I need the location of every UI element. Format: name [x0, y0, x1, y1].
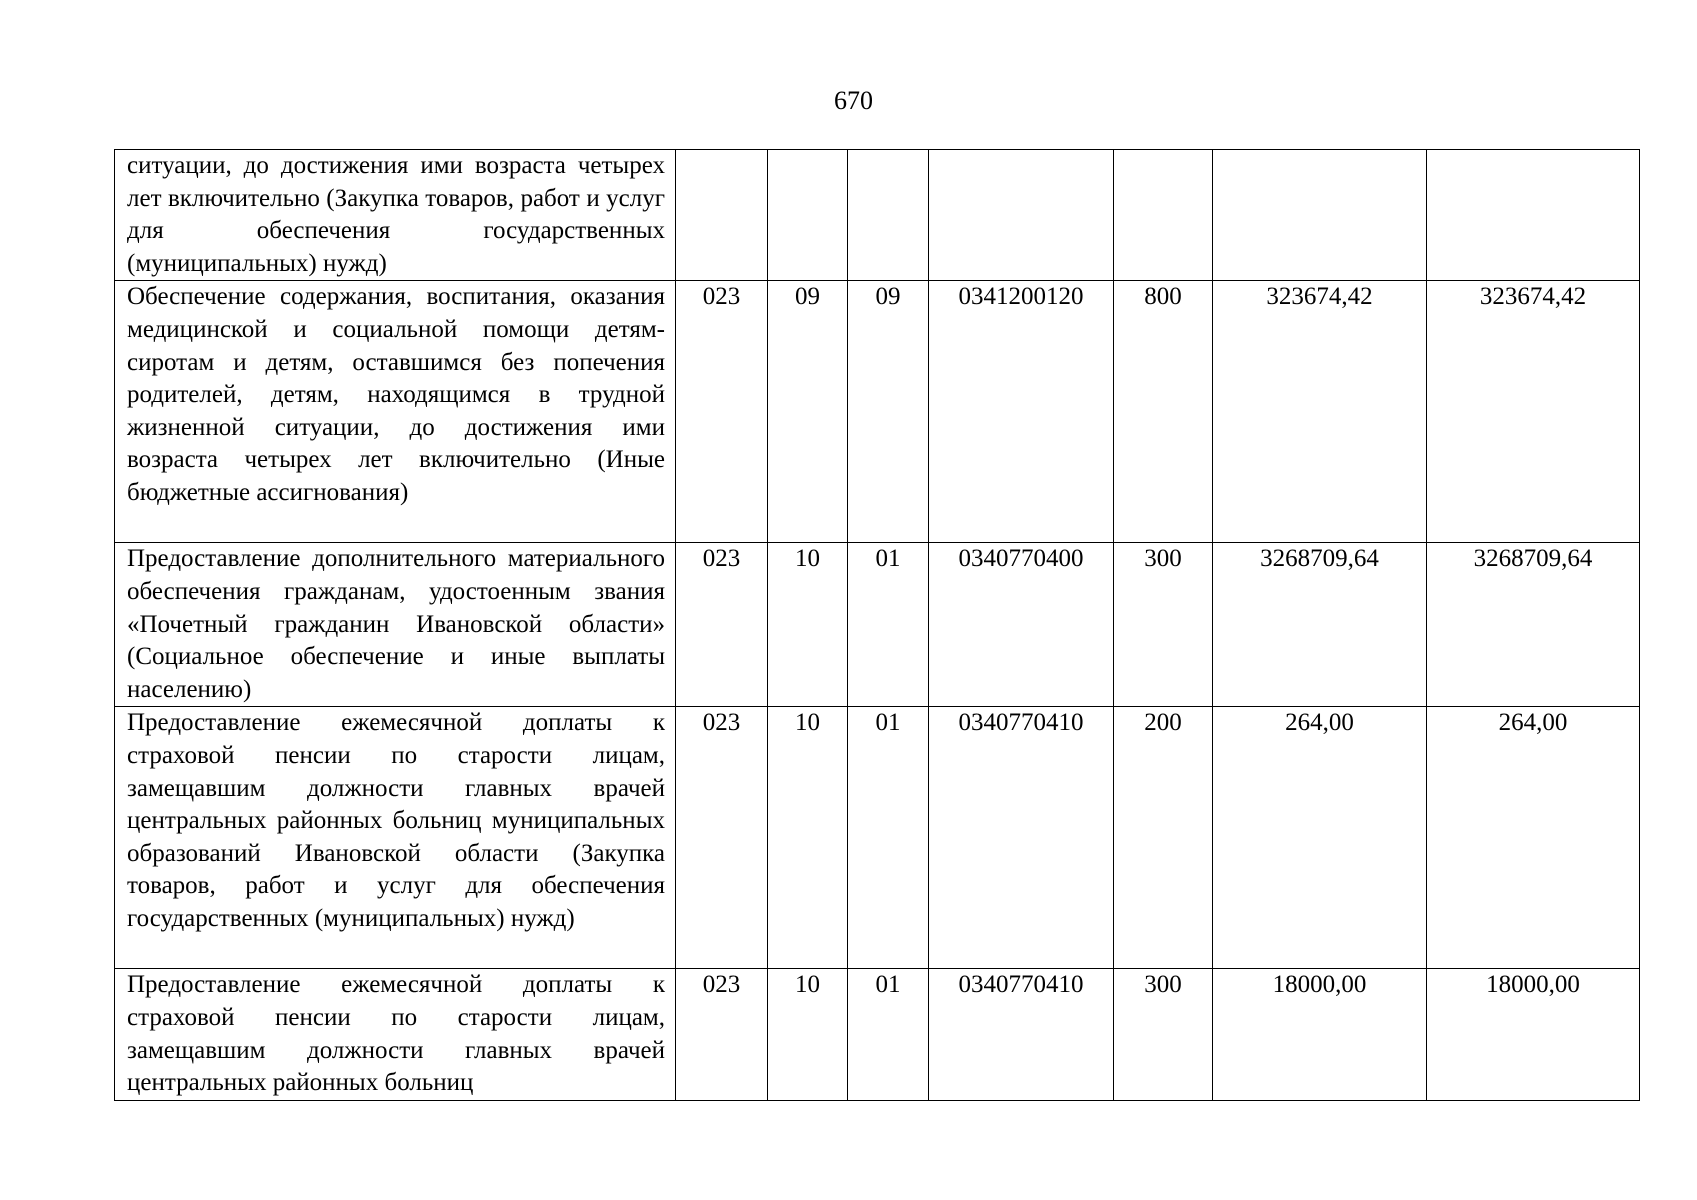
- row-amount-2: 264,00: [1427, 707, 1640, 969]
- row-amount-1: [1213, 150, 1427, 281]
- row-expense-type: [1114, 150, 1213, 281]
- table-row: [115, 281, 1640, 543]
- table-row: [115, 969, 1640, 1100]
- table-row: [115, 543, 1640, 707]
- row-amount-2: [1427, 150, 1640, 281]
- row-target-code: 0341200120: [929, 281, 1114, 543]
- row-description: Предоставление дополнительного материального обеспечения гражданам, удостоенным звания «Почетный гражданин Ивановской области» (Социальное обеспечение и иные выплаты населению): [115, 543, 676, 707]
- row-subsection-code: 01: [848, 969, 929, 1100]
- row-amount-1: 323674,42: [1213, 281, 1427, 543]
- row-amount-1: 264,00: [1213, 707, 1427, 969]
- row-admin-code: 023: [676, 543, 768, 707]
- row-target-code: 0340770410: [929, 707, 1114, 969]
- row-description: Предоставление ежемесячной доплаты к страховой пенсии по старости лицам, замещавшим должности главных врачей центральных районных больниц муниципальных образований Ивановской области (Закупка товаров, работ и услуг для обеспечения государственных (муниципальных) нужд): [115, 707, 676, 969]
- row-admin-code: 023: [676, 969, 768, 1100]
- row-section-code: 10: [768, 707, 848, 969]
- row-subsection-code: 01: [848, 543, 929, 707]
- row-subsection-code: 09: [848, 281, 929, 543]
- row-subsection-code: 01: [848, 707, 929, 969]
- row-section-code: 10: [768, 543, 848, 707]
- row-amount-2: 18000,00: [1427, 969, 1640, 1100]
- row-admin-code: [676, 150, 768, 281]
- row-description: Обеспечение содержания, воспитания, оказания медицинской и социальной помощи детям-сиротам и детям, оставшимся без попечения родителей, детям, находящимся в трудной жизненной ситуации, до достижения ими возраста четырех лет включительно (Иные бюджетные ассигнования): [115, 281, 676, 543]
- row-subsection-code: [848, 150, 929, 281]
- row-expense-type: 200: [1114, 707, 1213, 969]
- row-amount-1: 3268709,64: [1213, 543, 1427, 707]
- row-amount-1: 18000,00: [1213, 969, 1427, 1100]
- row-section-code: [768, 150, 848, 281]
- row-admin-code: 023: [676, 281, 768, 543]
- row-target-code: 0340770400: [929, 543, 1114, 707]
- row-section-code: 09: [768, 281, 848, 543]
- row-description: Предоставление ежемесячной доплаты к страховой пенсии по старости лицам, замещавшим должности главных врачей центральных районных больниц: [115, 969, 676, 1100]
- row-description: ситуации, до достижения ими возраста четырех лет включительно (Закупка товаров, работ и услуг для обеспечения государственных (муниципальных) нужд): [115, 150, 676, 281]
- row-expense-type: 800: [1114, 281, 1213, 543]
- row-expense-type: 300: [1114, 543, 1213, 707]
- row-target-code: [929, 150, 1114, 281]
- row-section-code: 10: [768, 969, 848, 1100]
- table-row: [115, 707, 1640, 969]
- row-admin-code: 023: [676, 707, 768, 969]
- page-number: 670: [834, 86, 873, 115]
- row-amount-2: 323674,42: [1427, 281, 1640, 543]
- row-target-code: 0340770410: [929, 969, 1114, 1100]
- row-amount-2: 3268709,64: [1427, 543, 1640, 707]
- table-row: [115, 150, 1640, 281]
- budget-table: [114, 149, 1640, 1101]
- row-expense-type: 300: [1114, 969, 1213, 1100]
